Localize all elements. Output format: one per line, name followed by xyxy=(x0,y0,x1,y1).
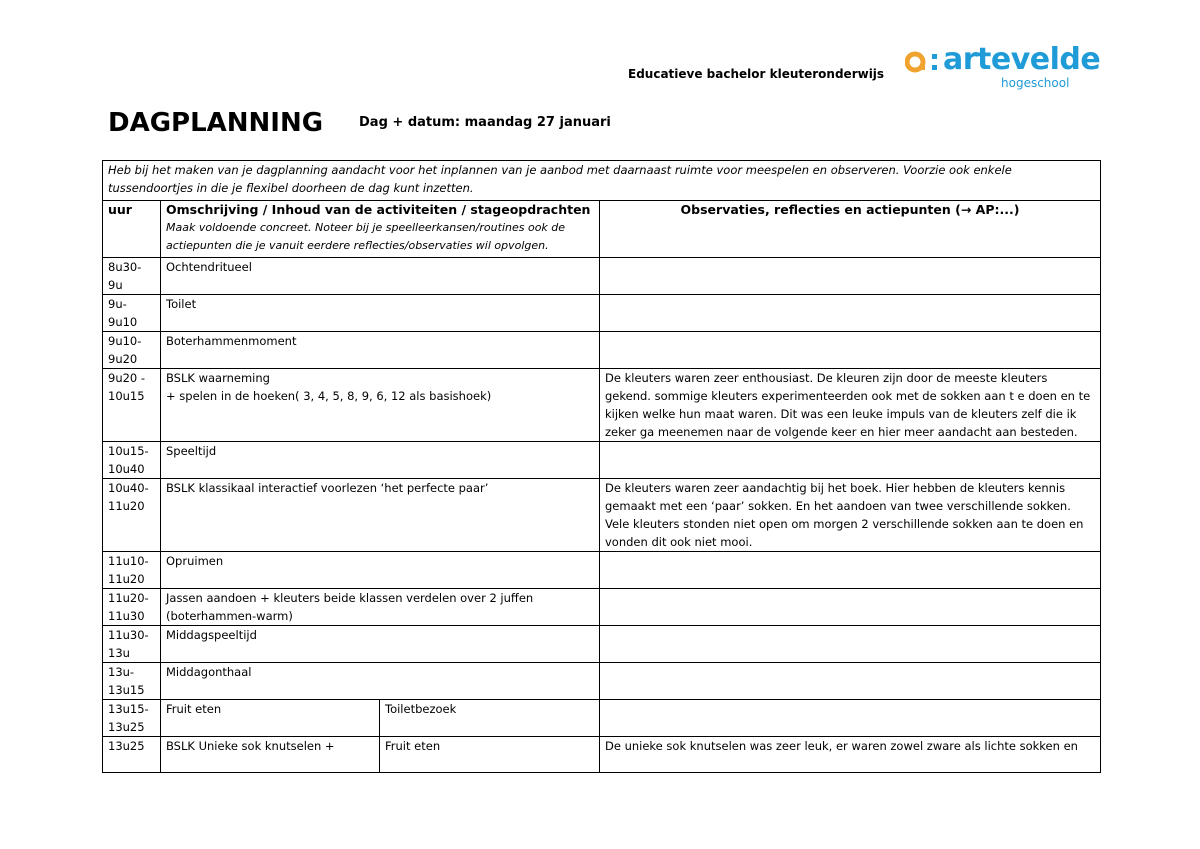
observation-cell xyxy=(600,442,1101,479)
intro-text: Heb bij het maken van je dagplanning aandacht voor het inplannen van je aanbod met daarnaast ruimte voor meespelen en observeren. Voorzie ook enkele tussendoortjes in die je flexibel doorheen de dag kunt inzetten. xyxy=(103,161,1101,201)
observation-cell: De kleuters waren zeer aandachtig bij het boek. Hier hebben de kleuters kennis gemaakt met een ‘paar’ sokken. En het aandoen van twee verschillende sokken. Vele kleuters stonden niet open om morgen 2 verschillende sokken aan te doen en vonden dit ook niet mooi. xyxy=(600,479,1101,552)
day-planning-table xyxy=(102,160,1101,773)
column-header-omschrijving xyxy=(161,201,600,258)
time-cell: 13u25 xyxy=(103,737,161,773)
activity-cell: BSLK waarneming + spelen in de hoeken( 3, 4, 5, 8, 9, 6, 12 als basishoek) xyxy=(161,369,600,442)
time-cell: 11u20- 11u30 xyxy=(103,589,161,626)
page-title: DAGPLANNING xyxy=(108,108,324,138)
program-subtitle: Educatieve bachelor kleuteronderwijs xyxy=(628,67,885,81)
time-cell: 10u40- 11u20 xyxy=(103,479,161,552)
table-row xyxy=(103,737,1101,773)
table-row xyxy=(103,700,1101,737)
logo-subtext: hogeschool xyxy=(1001,76,1070,90)
header-row xyxy=(103,201,1101,258)
activity-cell: Jassen aandoen + kleuters beide klassen verdelen over 2 juffen (boterhammen-warm) xyxy=(161,589,600,626)
table-row xyxy=(103,332,1101,369)
table-row xyxy=(103,295,1101,332)
activity-cell: BSLK klassikaal interactief voorlezen ‘het perfecte paar’ xyxy=(161,479,600,552)
time-cell: 9u20 - 10u15 xyxy=(103,369,161,442)
activity-cell-group-a: BSLK Unieke sok knutselen + xyxy=(161,737,380,773)
time-cell: 8u30- 9u xyxy=(103,258,161,295)
activity-cell-group-b: Fruit eten xyxy=(380,737,600,773)
activity-cell: Boterhammenmoment xyxy=(161,332,600,369)
table-row xyxy=(103,258,1101,295)
time-cell: 13u15- 13u25 xyxy=(103,700,161,737)
column-header-observaties: Observaties, reflecties en actiepunten (→ AP:...) xyxy=(600,201,1101,258)
observation-cell xyxy=(600,552,1101,589)
activity-cell-group-b: Toiletbezoek xyxy=(380,700,600,737)
logo-mark-icon xyxy=(905,50,941,74)
table-row xyxy=(103,442,1101,479)
date-field: Dag + datum: maandag 27 januari xyxy=(359,115,611,130)
observation-cell xyxy=(600,589,1101,626)
observation-cell xyxy=(600,332,1101,369)
table-row xyxy=(103,589,1101,626)
table-row xyxy=(103,626,1101,663)
intro-row xyxy=(103,161,1101,201)
artevelde-logo xyxy=(905,42,1101,94)
activity-cell-group-a: Fruit eten xyxy=(161,700,380,737)
observation-cell xyxy=(600,258,1101,295)
time-cell: 13u- 13u15 xyxy=(103,663,161,700)
activity-cell: Opruimen xyxy=(161,552,600,589)
table-row xyxy=(103,369,1101,442)
time-cell: 10u15- 10u40 xyxy=(103,442,161,479)
observation-cell xyxy=(600,700,1101,737)
table-row xyxy=(103,663,1101,700)
observation-cell xyxy=(600,626,1101,663)
time-cell: 9u- 9u10 xyxy=(103,295,161,332)
time-cell: 9u10- 9u20 xyxy=(103,332,161,369)
column-header-uur: uur xyxy=(103,201,161,258)
activity-cell: Speeltijd xyxy=(161,442,600,479)
observation-cell xyxy=(600,663,1101,700)
omschrijving-title: Omschrijving / Inhoud van de activiteiten / stageopdrachten xyxy=(166,202,591,217)
activity-cell: Ochtendritueel xyxy=(161,258,600,295)
logo-wordmark: artevelde xyxy=(943,42,1101,77)
table-row xyxy=(103,552,1101,589)
omschrijving-hint: Maak voldoende concreet. Noteer bij je speelleerkansen/routines ook de actiepunten die je vanuit eerdere reflecties/observaties wil opvolgen. xyxy=(166,221,566,252)
observation-cell xyxy=(600,295,1101,332)
table-row xyxy=(103,479,1101,552)
activity-cell: Middagspeeltijd xyxy=(161,626,600,663)
activity-cell: Middagonthaal xyxy=(161,663,600,700)
time-cell: 11u10- 11u20 xyxy=(103,552,161,589)
observation-cell: De unieke sok knutselen was zeer leuk, er waren zowel zware als lichte sokken en xyxy=(600,737,1101,773)
observation-cell: De kleuters waren zeer enthousiast. De kleuren zijn door de meeste kleuters gekend. sommige kleuters experimenteerden ook met de sokken aan t e doen en te kijken welke hun maat waren. Dit was een leuke impuls van de kleuters zelf die ik zeker ga meenemen naar de volgende keer en hier meer aandacht aan besteden. xyxy=(600,369,1101,442)
time-cell: 11u30- 13u xyxy=(103,626,161,663)
activity-cell: Toilet xyxy=(161,295,600,332)
